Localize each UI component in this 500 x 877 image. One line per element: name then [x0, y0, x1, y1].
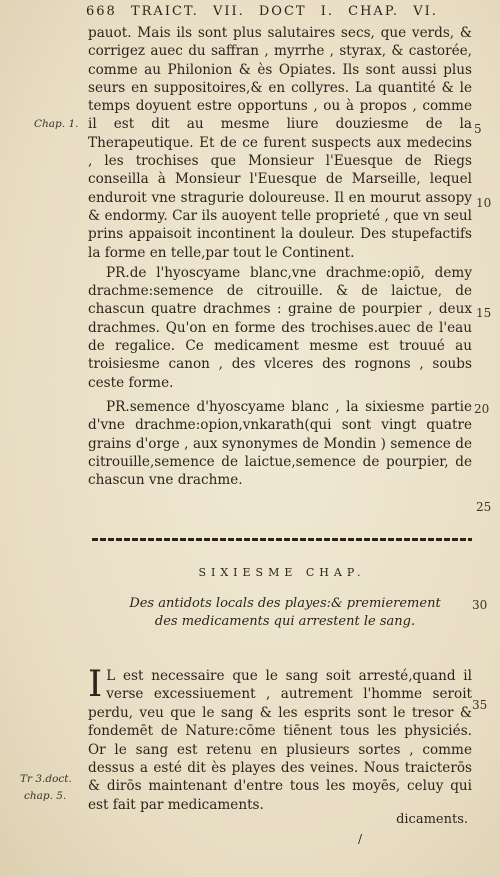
header-word: CHAP. [348, 4, 400, 19]
line-number: 35 [472, 698, 488, 712]
line-number: 25 [476, 500, 492, 514]
ornamental-rule [92, 538, 472, 541]
paragraph: PR.de l'hyoscyame blanc,vne drachme:opiō, demy drachme:semence de citrouille. & de laictue, de chascun quatre drachmes : graine de pourpier , deux drachmes. Qu'on en forme des trochises.auec de l'eau de regalice. Ce medicament mesme est trouué au troisiesme canon , des vlceres des rognons , soubs ceste forme. [88, 264, 472, 391]
chapter-heading: SIXIESME CHAP. [198, 566, 366, 579]
chapter-text [88, 664, 472, 814]
header-word: I. [320, 4, 334, 19]
line-number: 30 [472, 598, 488, 612]
main-text [88, 24, 472, 489]
signature-mark: / [358, 832, 363, 846]
paragraph: L est necessaire que le sang soit arresté,quand il verse excessiuement , autrement l'homme seroit perdu, veu que le sang & les esprits sont le tresor & fondemēt de Nature:cōme tiēnent tous les physiciés. Or le sang est retenu en plusieurs sortes , comme dessus a esté dit ès playes des veines. Nous traicterōs & dirōs maintenant d'entre tous les moyēs, celuy qui est fait par medicaments. [88, 668, 472, 813]
header-word: DOCT [258, 4, 307, 19]
paragraph: PR.semence d'hyoscyame blanc , la sixiesme partie d'vne drachme:opion,vnkarath(qui sont vingt quatre grains d'orge , aux synonymes de Mondin ) semence de citrouille,semence de laictue,semence de pourpier, de chascun vne drachme. [88, 398, 472, 489]
header-word: VI. [413, 4, 438, 19]
paragraph: pauot. Mais ils sont plus salutaires secs, que verds, & corrigez auec du saffran , myrrhe , styrax, & castorée, comme au Philonion & ès Opiates. Ils sont aussi plus seurs en suppositoires,& en collyres. La quantité & le temps doyuent estre opportuns , ou à propos , comme il est dit au mesme liure douziesme de la Therapeutique. Et de ce furent suspects aux medecins , les trochises que Monsieur l'Euesque de Riegs conseilla à Monsieur l'Euesque de Marseille, lequel enduroit vne stragurie doloureuse. Il en mourut assopy & endormy. Car ils auoyent telle proprieté , que vn seul prins appaisoit incontinent la douleur. Des stupefactifs la forme en telle,par tout le Continent. [88, 25, 472, 261]
margin-note-chapter-ref: chap. 5. [24, 790, 67, 802]
line-number: 20 [474, 402, 490, 416]
page-number: 668 [86, 4, 117, 19]
margin-note-treatise: Tr 3.doct. [20, 773, 72, 785]
drop-cap: I [88, 664, 103, 705]
chapter-title: Des antidots locals des playes:& premierement des medicaments qui arrestent le sang. [129, 596, 441, 629]
line-number: 15 [476, 306, 492, 320]
catchword: dicaments. [396, 812, 468, 827]
header-word: TRAICT. [130, 4, 199, 19]
line-number: 10 [476, 196, 492, 210]
line-number: 5 [474, 122, 482, 136]
running-header [86, 4, 466, 19]
margin-note-chapter: Chap. 1. [34, 118, 79, 130]
header-word: VII. [212, 4, 245, 19]
